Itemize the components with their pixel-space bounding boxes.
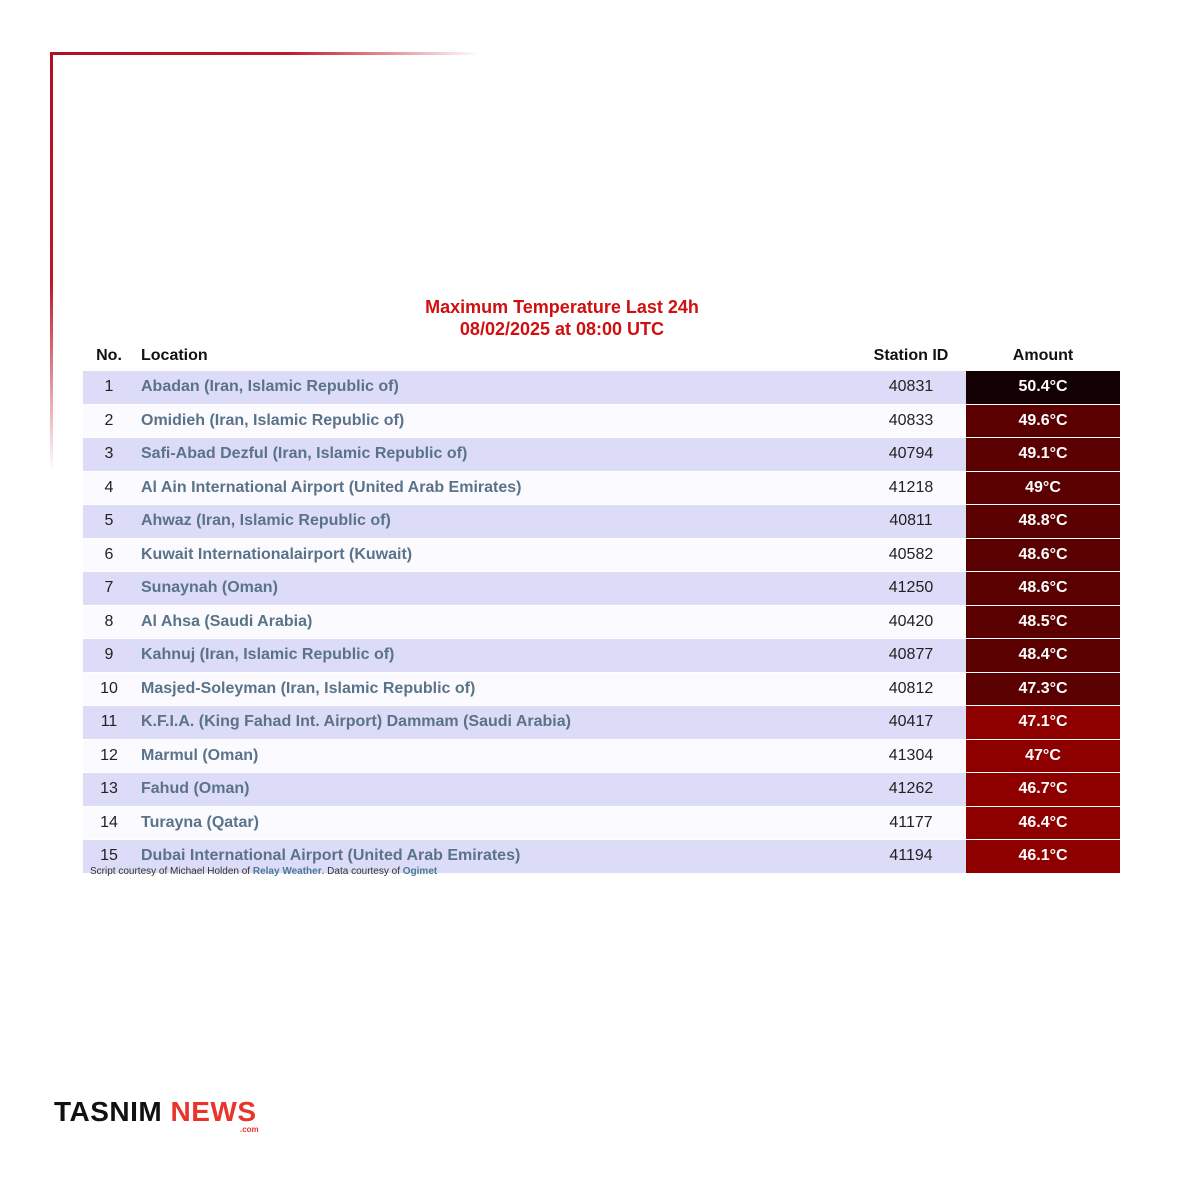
row-station-id: 41218 — [856, 471, 966, 505]
row-number: 2 — [83, 404, 135, 438]
row-location: K.F.I.A. (King Fahad Int. Airport) Dammam (Saudi Arabia) — [135, 706, 856, 740]
row-number: 3 — [83, 438, 135, 472]
row-amount: 48.4°C — [966, 639, 1120, 673]
table-row — [83, 806, 1120, 840]
row-location: Ahwaz (Iran, Islamic Republic of) — [135, 505, 856, 539]
table-row — [83, 739, 1120, 773]
row-station-id: 40417 — [856, 706, 966, 740]
row-station-id: 41250 — [856, 572, 966, 606]
row-amount: 48.8°C — [966, 505, 1120, 539]
table-row — [83, 773, 1120, 807]
table-subtitle-date: 08/02/2025 at 08:00 UTC — [459, 319, 665, 339]
row-amount: 49.1°C — [966, 438, 1120, 472]
logo-word-news: NEWS — [170, 1096, 257, 1127]
row-location: Omidieh (Iran, Islamic Republic of) — [135, 404, 856, 438]
row-location: Marmul (Oman) — [135, 739, 856, 773]
table-row — [83, 605, 1120, 639]
table-row — [83, 371, 1120, 404]
row-amount: 46.1°C — [966, 840, 1120, 874]
row-amount: 46.4°C — [966, 806, 1120, 840]
row-number: 7 — [83, 572, 135, 606]
credit-prefix: Script courtesy of Michael Holden of — [90, 866, 253, 877]
column-header-location: Location — [135, 341, 856, 371]
row-location: Al Ahsa (Saudi Arabia) — [135, 605, 856, 639]
table-row — [83, 505, 1120, 539]
row-station-id: 40812 — [856, 672, 966, 706]
column-header-amount: Amount — [966, 341, 1120, 371]
row-number: 8 — [83, 605, 135, 639]
row-number: 1 — [83, 371, 135, 404]
table-row — [83, 438, 1120, 472]
row-station-id: 40794 — [856, 438, 966, 472]
row-amount: 48.6°C — [966, 538, 1120, 572]
row-location: Kahnuj (Iran, Islamic Republic of) — [135, 639, 856, 673]
row-location: Sunaynah (Oman) — [135, 572, 856, 606]
row-station-id: 41304 — [856, 739, 966, 773]
table-title: Maximum Temperature Last 24h — [425, 297, 699, 317]
row-number: 6 — [83, 538, 135, 572]
table-row — [83, 639, 1120, 673]
table-row — [83, 572, 1120, 606]
row-number: 11 — [83, 706, 135, 740]
row-location: Dubai International Airport (United Arab Emirates) — [135, 840, 856, 874]
table-header-row — [83, 341, 1120, 371]
row-station-id: 41194 — [856, 840, 966, 874]
row-station-id: 40420 — [856, 605, 966, 639]
row-amount: 49°C — [966, 471, 1120, 505]
column-header-no: No. — [83, 341, 135, 371]
row-location: Masjed-Soleyman (Iran, Islamic Republic of) — [135, 672, 856, 706]
table-row — [83, 672, 1120, 706]
table-row — [83, 471, 1120, 505]
row-station-id: 40582 — [856, 538, 966, 572]
row-location: Al Ain International Airport (United Arab Emirates) — [135, 471, 856, 505]
frame-left-border — [50, 52, 53, 472]
row-station-id: 41177 — [856, 806, 966, 840]
table-row — [83, 538, 1120, 572]
row-location: Fahud (Oman) — [135, 773, 856, 807]
column-header-station-id: Station ID — [856, 341, 966, 371]
row-amount: 47°C — [966, 739, 1120, 773]
row-location: Safi-Abad Dezful (Iran, Islamic Republic of) — [135, 438, 856, 472]
row-number: 5 — [83, 505, 135, 539]
row-number: 14 — [83, 806, 135, 840]
row-station-id: 40811 — [856, 505, 966, 539]
row-location: Kuwait Internationalairport (Kuwait) — [135, 538, 856, 572]
row-amount: 50.4°C — [966, 371, 1120, 404]
credit-middle: . Data courtesy of — [321, 866, 403, 877]
row-amount: 47.3°C — [966, 672, 1120, 706]
row-station-id: 40877 — [856, 639, 966, 673]
source-credit — [90, 866, 437, 877]
row-station-id: 41262 — [856, 773, 966, 807]
tasnim-news-logo — [54, 1096, 259, 1134]
row-amount: 46.7°C — [966, 773, 1120, 807]
row-number: 9 — [83, 639, 135, 673]
temperature-table — [83, 341, 1120, 874]
row-number: 15 — [83, 840, 135, 874]
row-amount: 48.5°C — [966, 605, 1120, 639]
row-number: 10 — [83, 672, 135, 706]
table-row — [83, 404, 1120, 438]
row-amount: 48.6°C — [966, 572, 1120, 606]
row-number: 4 — [83, 471, 135, 505]
logo-word-tasnim: TASNIM — [54, 1096, 163, 1127]
frame-top-border — [50, 52, 480, 55]
row-station-id: 40831 — [856, 371, 966, 404]
relay-weather-link[interactable]: Relay Weather — [252, 866, 322, 877]
row-location: Abadan (Iran, Islamic Republic of) — [135, 371, 856, 404]
table-row — [83, 706, 1120, 740]
row-number: 12 — [83, 739, 135, 773]
ogimet-link[interactable]: Ogimet — [402, 866, 438, 877]
logo-dotcom: .com — [240, 1125, 259, 1134]
row-station-id: 40833 — [856, 404, 966, 438]
row-amount: 49.6°C — [966, 404, 1120, 438]
row-amount: 47.1°C — [966, 706, 1120, 740]
row-number: 13 — [83, 773, 135, 807]
row-location: Turayna (Qatar) — [135, 806, 856, 840]
